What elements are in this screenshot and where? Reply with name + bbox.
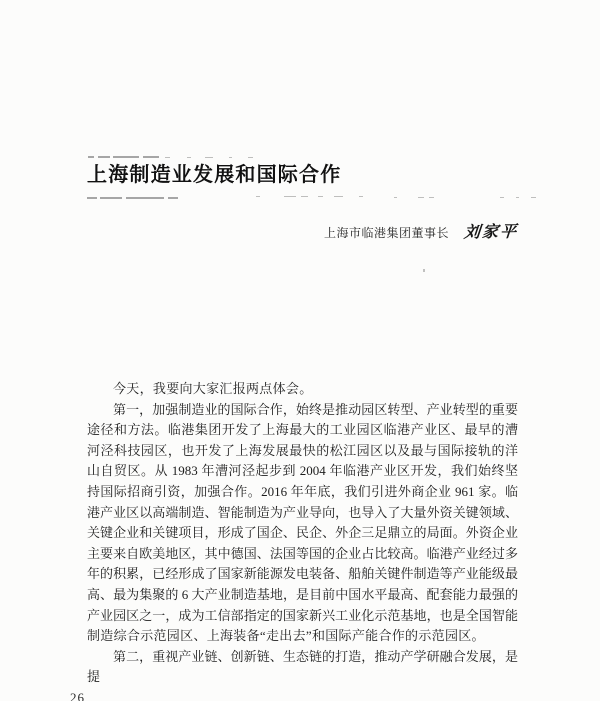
body-line: 第二，重视产业链、创新链、生态链的打造，推动产学研融合发展，是提 bbox=[87, 648, 518, 685]
body-line: 制造综合示范园区、上海装备“走出去”和国际产能合作的示范园区。 bbox=[87, 628, 485, 644]
body-line: 关键企业和关键项目，形成了国企、民企、外企三足鼎立的局面。外资企业 bbox=[87, 525, 518, 541]
body-line: 途径和方法。临港集团开发了上海最大的工业园区临港产业区、最早的漕 bbox=[87, 422, 518, 438]
author-signature: 刘家平 bbox=[463, 223, 519, 242]
body-line: 持国际招商引资，加强合作。2016 年年底，我们引进外商企业 961 家。临 bbox=[87, 483, 518, 499]
author-role: 上海市临港集团董事长 bbox=[323, 226, 449, 240]
body-line: 港产业区以高端制造、智能制造为产业导向，也导入了大量外资关键领域、 bbox=[87, 504, 518, 520]
body-line: 河泾科技园区，也开发了上海发展最快的松江园区以及最与国际接轨的洋 bbox=[87, 442, 518, 458]
body-line: 高、最为集聚的 6 大产业制造基地，是目前中国水平最高、配套能力最强的 bbox=[87, 586, 518, 602]
body-text bbox=[87, 379, 518, 685]
body-line: 产业园区之一，成为工信部指定的国家新兴工业化示范基地，也是全国智能 bbox=[87, 607, 518, 623]
body-line: 第一，加强制造业的国际合作，始终是推动园区转型、产业转型的重要 bbox=[113, 401, 518, 417]
body-line: 山自贸区。从 1983 年漕河泾起步到 2004 年临港产业区开发，我们始终坚 bbox=[87, 463, 518, 479]
page-number: 26 bbox=[70, 690, 85, 701]
body-line: 主要来自欧美地区，其中德国、法国等国的企业占比较高。临港产业经过多 bbox=[87, 545, 518, 561]
byline bbox=[87, 224, 518, 242]
document-title: 上海制造业发展和国际合作 bbox=[87, 162, 342, 186]
body-line: 今天，我要向大家汇报两点体会。 bbox=[113, 381, 313, 396]
body-line: 年的积累，已经形成了国家新能源发电装备、船舶关键件制造等产业能级最 bbox=[87, 566, 518, 582]
